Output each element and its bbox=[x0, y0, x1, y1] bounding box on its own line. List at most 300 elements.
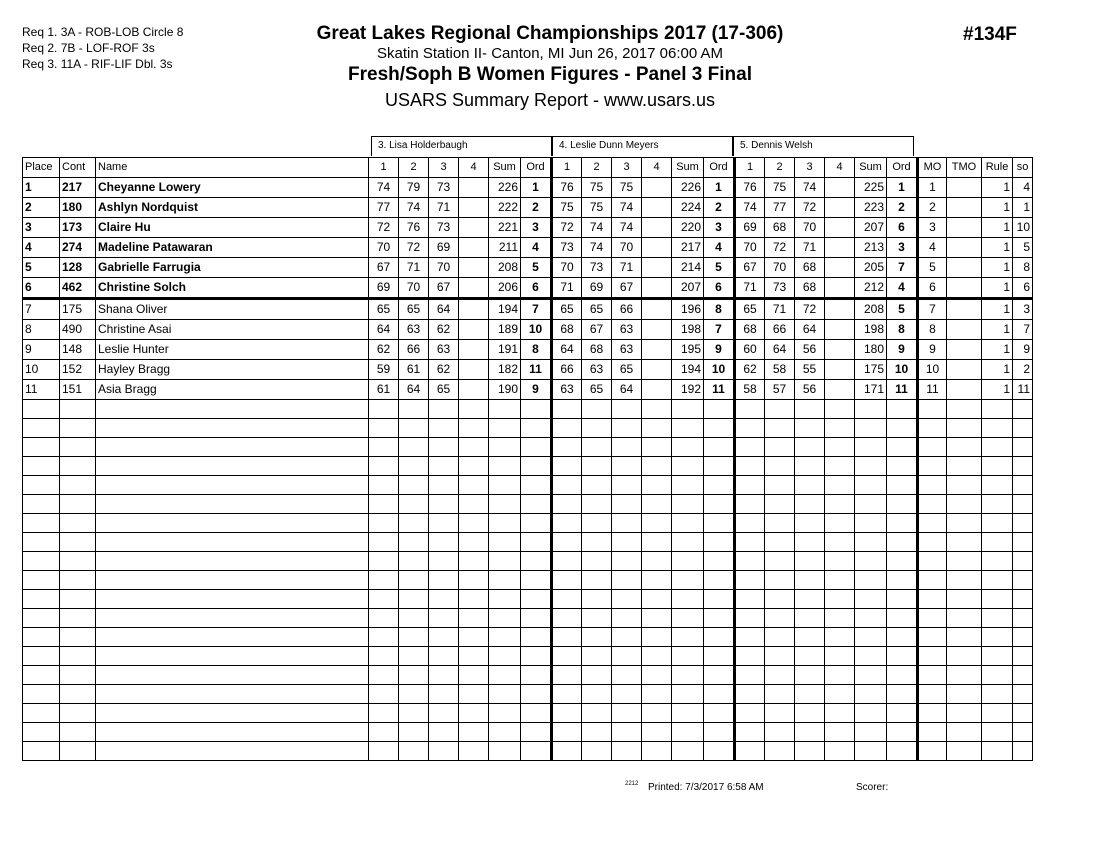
empty-cell bbox=[918, 628, 947, 647]
empty-cell bbox=[96, 514, 369, 533]
empty-cell bbox=[489, 609, 521, 628]
ord-cell: 3 bbox=[887, 238, 918, 258]
score-cell: 56 bbox=[795, 380, 825, 400]
empty-cell bbox=[855, 533, 887, 552]
score-cell bbox=[825, 258, 855, 278]
score-cell: 65 bbox=[399, 299, 429, 320]
empty-cell bbox=[795, 647, 825, 666]
empty-cell bbox=[429, 666, 459, 685]
empty-cell bbox=[672, 552, 704, 571]
empty-cell bbox=[521, 666, 552, 685]
empty-cell bbox=[672, 590, 704, 609]
empty-cell bbox=[947, 514, 982, 533]
column-header: Rule bbox=[982, 158, 1013, 178]
ord-cell: 5 bbox=[887, 299, 918, 320]
sum-cell: 196 bbox=[672, 299, 704, 320]
empty-cell bbox=[672, 571, 704, 590]
score-cell bbox=[825, 299, 855, 320]
empty-cell bbox=[704, 704, 735, 723]
sum-cell: 213 bbox=[855, 238, 887, 258]
score-cell bbox=[825, 340, 855, 360]
score-cell bbox=[642, 360, 672, 380]
empty-cell bbox=[887, 666, 918, 685]
empty-cell bbox=[60, 609, 96, 628]
empty-cell bbox=[982, 400, 1013, 419]
score-cell: 65 bbox=[582, 299, 612, 320]
name-cell: Madeline Patawaran bbox=[96, 238, 369, 258]
judge-4-header: 4. Leslie Dunn Meyers bbox=[552, 136, 733, 156]
empty-cell bbox=[429, 419, 459, 438]
empty-cell bbox=[429, 628, 459, 647]
empty-cell bbox=[947, 457, 982, 476]
cont-cell: 462 bbox=[60, 278, 96, 299]
so-cell: 10 bbox=[1013, 218, 1033, 238]
empty-row bbox=[23, 723, 1033, 742]
score-cell: 70 bbox=[735, 238, 765, 258]
empty-cell bbox=[582, 533, 612, 552]
empty-cell bbox=[672, 742, 704, 761]
tmo-cell bbox=[947, 178, 982, 198]
mo-cell: 4 bbox=[918, 238, 947, 258]
ord-cell: 3 bbox=[704, 218, 735, 238]
empty-cell bbox=[552, 590, 582, 609]
empty-cell bbox=[552, 552, 582, 571]
empty-cell bbox=[1013, 400, 1033, 419]
empty-cell bbox=[982, 723, 1013, 742]
empty-cell bbox=[60, 704, 96, 723]
empty-cell bbox=[887, 685, 918, 704]
sum-cell: 171 bbox=[855, 380, 887, 400]
tmo-cell bbox=[947, 278, 982, 299]
empty-cell bbox=[765, 704, 795, 723]
sum-cell: 205 bbox=[855, 258, 887, 278]
place-cell: 9 bbox=[23, 340, 60, 360]
column-header: Ord bbox=[521, 158, 552, 178]
championship-title: Great Lakes Regional Championships 2017 (17-306) bbox=[316, 23, 784, 44]
score-cell: 65 bbox=[735, 299, 765, 320]
score-cell: 64 bbox=[795, 320, 825, 340]
column-header: 2 bbox=[399, 158, 429, 178]
score-cell: 75 bbox=[552, 198, 582, 218]
ord-cell: 8 bbox=[887, 320, 918, 340]
empty-cell bbox=[704, 457, 735, 476]
sum-cell: 224 bbox=[672, 198, 704, 218]
empty-cell bbox=[521, 704, 552, 723]
empty-cell bbox=[887, 476, 918, 495]
empty-cell bbox=[612, 419, 642, 438]
empty-cell bbox=[947, 723, 982, 742]
empty-cell bbox=[429, 400, 459, 419]
empty-cell bbox=[735, 609, 765, 628]
empty-cell bbox=[23, 495, 60, 514]
table-row bbox=[23, 178, 1033, 198]
empty-cell bbox=[521, 628, 552, 647]
empty-cell bbox=[399, 571, 429, 590]
score-cell bbox=[825, 380, 855, 400]
ord-cell: 1 bbox=[887, 178, 918, 198]
score-cell: 74 bbox=[612, 218, 642, 238]
empty-cell bbox=[23, 438, 60, 457]
empty-cell bbox=[582, 514, 612, 533]
empty-cell bbox=[1013, 590, 1033, 609]
score-cell: 68 bbox=[795, 258, 825, 278]
empty-cell bbox=[552, 533, 582, 552]
score-cell bbox=[825, 178, 855, 198]
empty-cell bbox=[825, 571, 855, 590]
cont-cell: 151 bbox=[60, 380, 96, 400]
empty-cell bbox=[612, 438, 642, 457]
empty-cell bbox=[642, 533, 672, 552]
empty-cell bbox=[642, 438, 672, 457]
sum-cell: 206 bbox=[489, 278, 521, 299]
empty-cell bbox=[947, 438, 982, 457]
empty-cell bbox=[612, 495, 642, 514]
empty-cell bbox=[369, 400, 399, 419]
score-cell: 68 bbox=[765, 218, 795, 238]
sum-cell: 208 bbox=[489, 258, 521, 278]
empty-cell bbox=[1013, 704, 1033, 723]
empty-cell bbox=[399, 685, 429, 704]
empty-cell bbox=[642, 457, 672, 476]
mo-cell: 6 bbox=[918, 278, 947, 299]
empty-cell bbox=[918, 476, 947, 495]
empty-cell bbox=[672, 476, 704, 495]
empty-cell bbox=[947, 419, 982, 438]
table-row bbox=[23, 299, 1033, 320]
requirement-2: Req 2. 7B - LOF-ROF 3s bbox=[22, 41, 155, 55]
empty-cell bbox=[735, 476, 765, 495]
judge-panel-headers bbox=[371, 136, 914, 156]
empty-cell bbox=[887, 552, 918, 571]
tmo-cell bbox=[947, 320, 982, 340]
empty-cell bbox=[918, 685, 947, 704]
empty-cell bbox=[855, 723, 887, 742]
empty-cell bbox=[552, 476, 582, 495]
empty-cell bbox=[60, 571, 96, 590]
empty-cell bbox=[1013, 742, 1033, 761]
score-cell: 73 bbox=[429, 178, 459, 198]
ord-cell: 2 bbox=[521, 198, 552, 218]
score-cell: 68 bbox=[582, 340, 612, 360]
so-cell: 3 bbox=[1013, 299, 1033, 320]
empty-cell bbox=[855, 419, 887, 438]
rule-cell: 1 bbox=[982, 360, 1013, 380]
empty-cell bbox=[642, 514, 672, 533]
score-cell: 71 bbox=[429, 198, 459, 218]
score-cell: 67 bbox=[735, 258, 765, 278]
empty-cell bbox=[672, 533, 704, 552]
empty-cell bbox=[60, 495, 96, 514]
empty-cell bbox=[369, 742, 399, 761]
empty-cell bbox=[825, 514, 855, 533]
tmo-cell bbox=[947, 238, 982, 258]
empty-cell bbox=[642, 666, 672, 685]
score-cell bbox=[642, 238, 672, 258]
score-cell bbox=[642, 278, 672, 299]
empty-cell bbox=[96, 742, 369, 761]
empty-cell bbox=[429, 685, 459, 704]
empty-cell bbox=[521, 552, 552, 571]
empty-cell bbox=[612, 590, 642, 609]
empty-cell bbox=[765, 514, 795, 533]
empty-row bbox=[23, 495, 1033, 514]
empty-cell bbox=[459, 742, 489, 761]
empty-cell bbox=[459, 704, 489, 723]
score-cell: 77 bbox=[369, 198, 399, 218]
empty-row bbox=[23, 628, 1033, 647]
empty-cell bbox=[982, 628, 1013, 647]
empty-cell bbox=[825, 533, 855, 552]
ord-cell: 11 bbox=[704, 380, 735, 400]
sum-cell: 222 bbox=[489, 198, 521, 218]
empty-row bbox=[23, 514, 1033, 533]
empty-row bbox=[23, 609, 1033, 628]
empty-cell bbox=[918, 533, 947, 552]
cont-cell: 152 bbox=[60, 360, 96, 380]
empty-cell bbox=[887, 514, 918, 533]
table-row bbox=[23, 380, 1033, 400]
empty-cell bbox=[735, 533, 765, 552]
cont-cell: 128 bbox=[60, 258, 96, 278]
empty-row bbox=[23, 647, 1033, 666]
empty-cell bbox=[825, 476, 855, 495]
column-header: 1 bbox=[552, 158, 582, 178]
empty-cell bbox=[399, 723, 429, 742]
cont-cell: 274 bbox=[60, 238, 96, 258]
score-cell: 72 bbox=[795, 299, 825, 320]
sum-cell: 226 bbox=[672, 178, 704, 198]
empty-cell bbox=[521, 723, 552, 742]
empty-cell bbox=[887, 457, 918, 476]
rule-cell: 1 bbox=[982, 299, 1013, 320]
score-cell: 58 bbox=[765, 360, 795, 380]
name-cell: Shana Oliver bbox=[96, 299, 369, 320]
sum-cell: 198 bbox=[672, 320, 704, 340]
empty-cell bbox=[399, 514, 429, 533]
empty-cell bbox=[23, 571, 60, 590]
place-cell: 1 bbox=[23, 178, 60, 198]
score-cell: 64 bbox=[429, 299, 459, 320]
empty-cell bbox=[704, 590, 735, 609]
empty-cell bbox=[521, 400, 552, 419]
empty-cell bbox=[60, 723, 96, 742]
empty-cell bbox=[704, 647, 735, 666]
ord-cell: 7 bbox=[887, 258, 918, 278]
empty-cell bbox=[982, 742, 1013, 761]
empty-cell bbox=[765, 742, 795, 761]
empty-cell bbox=[489, 457, 521, 476]
empty-cell bbox=[582, 666, 612, 685]
score-cell: 70 bbox=[612, 238, 642, 258]
score-cell: 67 bbox=[369, 258, 399, 278]
sum-cell: 194 bbox=[489, 299, 521, 320]
empty-cell bbox=[672, 457, 704, 476]
score-cell: 74 bbox=[612, 198, 642, 218]
empty-cell bbox=[96, 571, 369, 590]
rule-cell: 1 bbox=[982, 340, 1013, 360]
empty-cell bbox=[855, 666, 887, 685]
empty-cell bbox=[60, 590, 96, 609]
ord-cell: 8 bbox=[704, 299, 735, 320]
empty-cell bbox=[918, 419, 947, 438]
ord-cell: 8 bbox=[521, 340, 552, 360]
score-cell bbox=[642, 198, 672, 218]
sum-cell: 220 bbox=[672, 218, 704, 238]
empty-cell bbox=[735, 742, 765, 761]
empty-cell bbox=[642, 742, 672, 761]
rule-cell: 1 bbox=[982, 178, 1013, 198]
sum-cell: 175 bbox=[855, 360, 887, 380]
empty-cell bbox=[795, 438, 825, 457]
empty-cell bbox=[795, 514, 825, 533]
empty-cell bbox=[582, 647, 612, 666]
empty-cell bbox=[982, 419, 1013, 438]
sum-cell: 217 bbox=[672, 238, 704, 258]
empty-cell bbox=[459, 438, 489, 457]
empty-cell bbox=[704, 571, 735, 590]
empty-cell bbox=[825, 628, 855, 647]
place-cell: 6 bbox=[23, 278, 60, 299]
sum-cell: 198 bbox=[855, 320, 887, 340]
empty-cell bbox=[704, 495, 735, 514]
empty-cell bbox=[612, 704, 642, 723]
empty-cell bbox=[855, 438, 887, 457]
column-header: Ord bbox=[704, 158, 735, 178]
empty-cell bbox=[489, 476, 521, 495]
empty-cell bbox=[23, 628, 60, 647]
name-cell: Christine Solch bbox=[96, 278, 369, 299]
empty-cell bbox=[735, 438, 765, 457]
empty-cell bbox=[399, 476, 429, 495]
ord-cell: 10 bbox=[704, 360, 735, 380]
empty-cell bbox=[735, 419, 765, 438]
empty-cell bbox=[735, 571, 765, 590]
score-cell bbox=[642, 218, 672, 238]
score-cell: 74 bbox=[399, 198, 429, 218]
empty-row bbox=[23, 438, 1033, 457]
empty-cell bbox=[704, 552, 735, 571]
empty-cell bbox=[704, 685, 735, 704]
empty-cell bbox=[552, 400, 582, 419]
empty-cell bbox=[60, 647, 96, 666]
empty-cell bbox=[735, 628, 765, 647]
sum-cell: 195 bbox=[672, 340, 704, 360]
empty-cell bbox=[612, 571, 642, 590]
cont-cell: 217 bbox=[60, 178, 96, 198]
empty-cell bbox=[982, 438, 1013, 457]
empty-cell bbox=[23, 419, 60, 438]
empty-cell bbox=[23, 742, 60, 761]
empty-cell bbox=[825, 742, 855, 761]
empty-cell bbox=[521, 419, 552, 438]
rule-cell: 1 bbox=[982, 218, 1013, 238]
results-table bbox=[22, 157, 1033, 761]
empty-cell bbox=[489, 666, 521, 685]
empty-cell bbox=[459, 552, 489, 571]
score-cell: 63 bbox=[552, 380, 582, 400]
column-header: so bbox=[1013, 158, 1033, 178]
ord-cell: 7 bbox=[521, 299, 552, 320]
empty-cell bbox=[369, 723, 399, 742]
ord-cell: 5 bbox=[704, 258, 735, 278]
ord-cell: 1 bbox=[521, 178, 552, 198]
score-cell: 71 bbox=[399, 258, 429, 278]
score-cell: 66 bbox=[765, 320, 795, 340]
tmo-cell bbox=[947, 198, 982, 218]
judge-3-header: 3. Lisa Holderbaugh bbox=[371, 136, 552, 156]
ord-cell: 11 bbox=[887, 380, 918, 400]
score-cell: 74 bbox=[795, 178, 825, 198]
empty-cell bbox=[459, 609, 489, 628]
empty-cell bbox=[23, 457, 60, 476]
column-header: 4 bbox=[825, 158, 855, 178]
empty-cell bbox=[825, 400, 855, 419]
score-cell: 55 bbox=[795, 360, 825, 380]
empty-cell bbox=[60, 628, 96, 647]
empty-cell bbox=[23, 476, 60, 495]
score-cell bbox=[825, 278, 855, 299]
empty-cell bbox=[795, 457, 825, 476]
sum-cell: 190 bbox=[489, 380, 521, 400]
empty-cell bbox=[582, 476, 612, 495]
empty-cell bbox=[369, 419, 399, 438]
score-cell: 72 bbox=[399, 238, 429, 258]
score-cell: 72 bbox=[369, 218, 399, 238]
empty-cell bbox=[582, 438, 612, 457]
score-cell: 76 bbox=[552, 178, 582, 198]
empty-cell bbox=[887, 628, 918, 647]
empty-cell bbox=[795, 742, 825, 761]
empty-cell bbox=[887, 419, 918, 438]
score-cell: 63 bbox=[612, 340, 642, 360]
empty-cell bbox=[704, 419, 735, 438]
empty-cell bbox=[795, 495, 825, 514]
so-cell: 1 bbox=[1013, 198, 1033, 218]
empty-cell bbox=[429, 495, 459, 514]
empty-cell bbox=[918, 647, 947, 666]
empty-cell bbox=[918, 438, 947, 457]
empty-cell bbox=[765, 495, 795, 514]
ord-cell: 2 bbox=[887, 198, 918, 218]
empty-cell bbox=[982, 552, 1013, 571]
table-row bbox=[23, 340, 1033, 360]
empty-cell bbox=[582, 704, 612, 723]
empty-cell bbox=[60, 552, 96, 571]
empty-cell bbox=[887, 400, 918, 419]
score-cell: 71 bbox=[735, 278, 765, 299]
so-cell: 5 bbox=[1013, 238, 1033, 258]
score-cell: 73 bbox=[582, 258, 612, 278]
empty-cell bbox=[735, 400, 765, 419]
score-cell: 70 bbox=[795, 218, 825, 238]
empty-cell bbox=[947, 685, 982, 704]
empty-cell bbox=[735, 685, 765, 704]
column-header: Place bbox=[23, 158, 60, 178]
score-cell: 75 bbox=[612, 178, 642, 198]
empty-cell bbox=[489, 571, 521, 590]
column-header: 4 bbox=[459, 158, 489, 178]
sum-cell: 212 bbox=[855, 278, 887, 299]
mo-cell: 9 bbox=[918, 340, 947, 360]
score-cell: 73 bbox=[765, 278, 795, 299]
empty-cell bbox=[96, 400, 369, 419]
mo-cell: 1 bbox=[918, 178, 947, 198]
empty-cell bbox=[765, 552, 795, 571]
empty-row bbox=[23, 419, 1033, 438]
empty-cell bbox=[23, 704, 60, 723]
empty-cell bbox=[704, 609, 735, 628]
empty-cell bbox=[459, 419, 489, 438]
